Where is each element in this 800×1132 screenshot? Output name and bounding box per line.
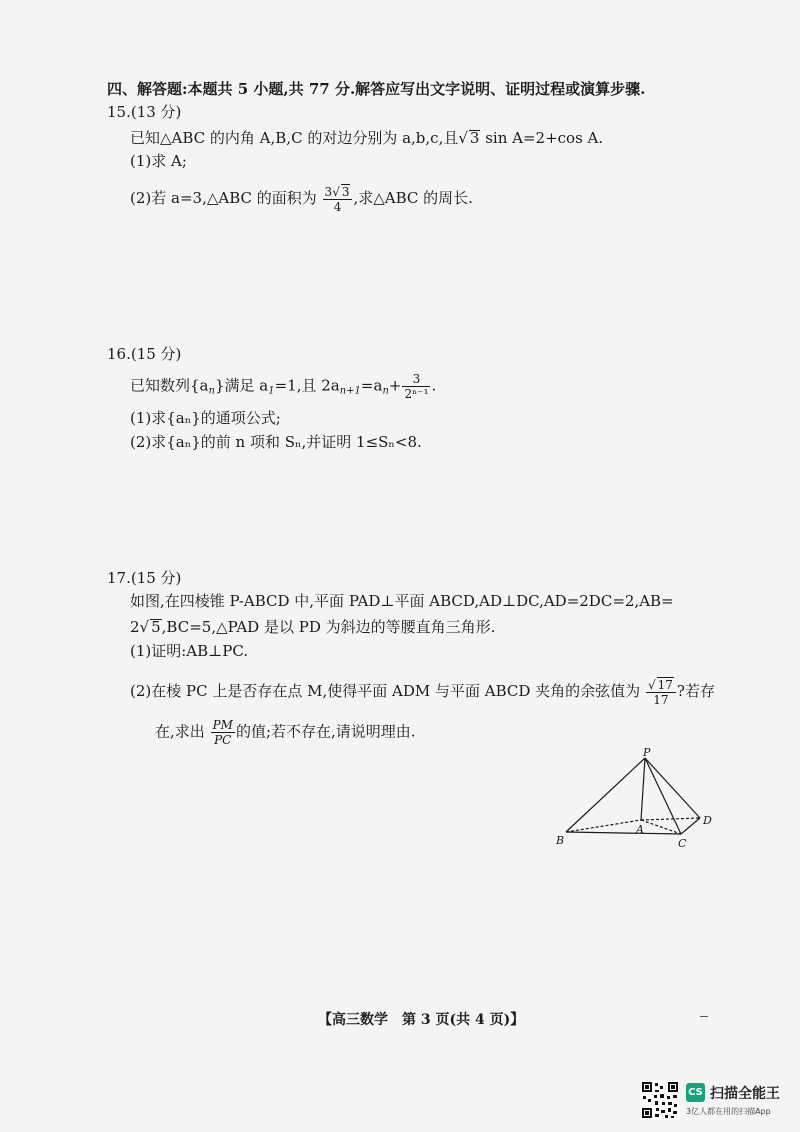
q15-area-fraction: $\frac{3√ 3}{4}$ <box>323 184 353 214</box>
q16-part1: (1)求{aₙ}的通项公式; <box>130 409 281 427</box>
section-header: 四、解答题:本题共 5 小题,共 77 分.解答应写出文字说明、证明过程或演算步骤. <box>107 80 646 98</box>
q15-stem-text: 已知△ABC 的内角 A,B,C 的对边分别为 a,b,c,且 <box>130 129 459 147</box>
edge-cd <box>681 818 700 834</box>
label-b: B <box>556 834 565 847</box>
camscanner-subtitle: 3亿人都在用的扫描App <box>686 1107 771 1116</box>
edge-bc <box>566 832 681 834</box>
qr-code-icon <box>640 1080 680 1120</box>
label-p: P <box>643 748 651 759</box>
q17-part3: 在,求出 $\frac{PM}{PC}$ 的值;若不存在,请说明理由. <box>155 718 416 747</box>
q16-part2: (2)求{aₙ}的前 n 项和 Sₙ,并证明 1≤Sₙ<8. <box>130 433 422 451</box>
label-c: C <box>678 837 687 850</box>
q15-stem-end: sin A=2+cos A. <box>480 129 604 147</box>
camscanner-logo: CS <box>686 1083 705 1102</box>
q17-number: 17.(15 分) <box>107 569 182 587</box>
edge-ad <box>641 818 700 820</box>
footer-dash <box>700 1016 708 1017</box>
q15-part2-text: (2)若 a=3,△ABC 的面积为 <box>130 189 317 207</box>
pyramid-figure <box>548 748 720 856</box>
q17-line2: 2√ 5,BC=5,△PAD 是以 PD 为斜边的等腰直角三角形. <box>130 618 496 636</box>
q15-sqrt: 3 <box>469 129 480 147</box>
q15-part2-end: ,求△ABC 的周长. <box>353 189 473 207</box>
edge-pd <box>645 758 700 818</box>
edge-pa <box>641 758 645 820</box>
edge-pb <box>566 758 645 832</box>
page-footer: 【高三数学 第 3 页(共 4 页)】 <box>318 1012 525 1028</box>
q17-cos-fraction: $\frac{√ 17}{17}$ <box>646 677 676 707</box>
camscanner-title: 扫描全能王 <box>710 1086 780 1102</box>
label-a: A <box>636 823 644 836</box>
edge-pc <box>645 758 681 834</box>
q17-part2: (2)在棱 PC 上是否存在点 M,使得平面 ADM 与平面 ABCD 夹角的余弦值为 $\frac{√ 17}{17}$ ?若存 <box>130 678 715 707</box>
q16-number: 16.(15 分) <box>107 345 182 363</box>
q17-ratio-fraction: $\frac{PM}{PC}$ <box>212 718 233 747</box>
q15-stem: 已知△ABC 的内角 A,B,C 的对边分别为 a,b,c,且√ 3 sin A=2+cos A. <box>130 129 604 147</box>
q15-part2 <box>130 184 473 214</box>
q15-number: 15.(13 分) <box>107 103 182 121</box>
label-d: D <box>703 814 712 827</box>
q15-part1: (1)求 A; <box>130 152 187 170</box>
q17-line1: 如图,在四棱锥 P-ABCD 中,平面 PAD⊥平面 ABCD,AD⊥DC,AD=2DC=2,AB= <box>130 592 674 610</box>
q16-fraction: $\frac{3}{\text{2ⁿ⁻¹}}$ <box>404 372 429 401</box>
q17-part1: (1)证明:AB⊥PC. <box>130 642 249 660</box>
q16-stem: 已知数列$\{a_n\}$满足 $a_1=1$,且 $2a_{n+1}=a_n+$ $\frac{3}{\text{2ⁿ⁻¹}}$ . <box>130 372 437 401</box>
